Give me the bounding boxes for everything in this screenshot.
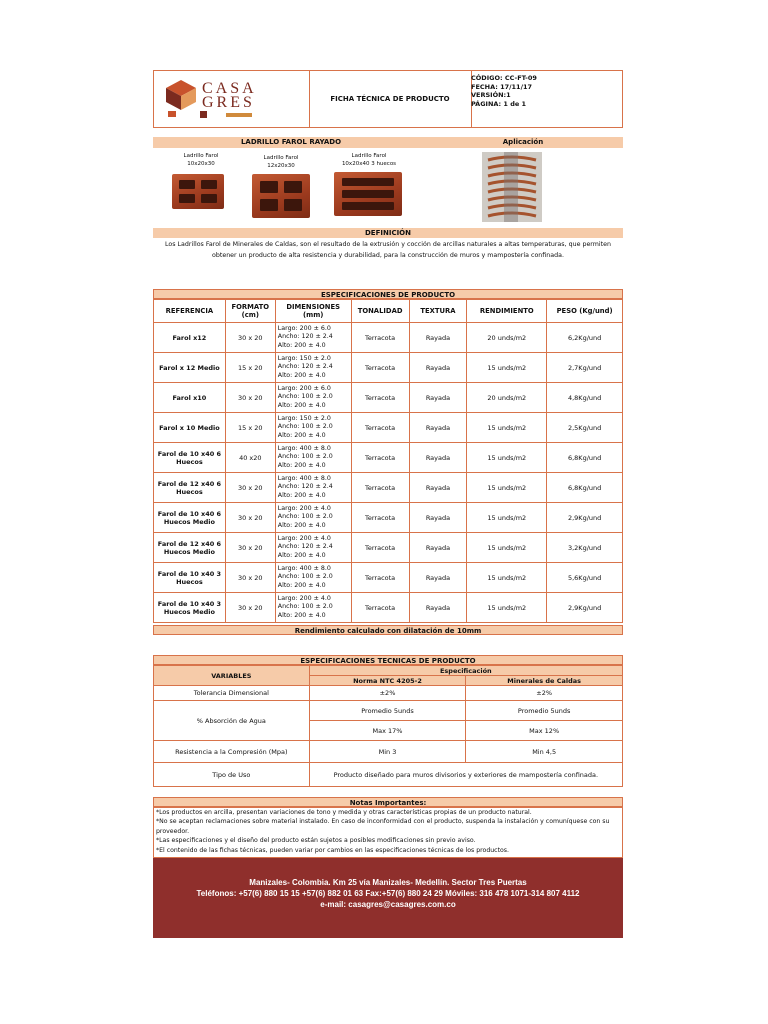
absorcion-label: % Absorción de Agua [154,701,310,741]
doc-page: PÁGINA: 1 de 1 [471,99,527,108]
spec-table-header-row [154,300,623,323]
row-rendimiento: 15 unds/m2 [467,563,547,593]
table-row [154,353,623,383]
table-row [154,383,623,413]
table-row [154,323,623,353]
dimension-line: Ancho: 120 ± 2.4 [277,483,333,491]
row-peso: 4,8Kg/und [547,383,623,413]
dimension-line: Ancho: 100 ± 2.0 [277,603,333,611]
cert-mark-icon [200,111,207,118]
uso-label: Tipo de Uso [154,763,310,787]
row-formato: 40 x20 [225,443,275,473]
dimension-line: Alto: 200 ± 4.0 [277,521,326,529]
casagres-logo-icon [164,78,198,112]
table-row [154,443,623,473]
row-tonalidad: Terracota [351,503,409,533]
footer-phones: Teléfonos: +57(6) 880 15 15 +57(6) 882 01 63 Fax:+57(6) 880 24 29 Móviles: 316 478 1071-314 807 4112 [196,889,580,898]
row-dimensiones [275,323,351,353]
row-referencia: Farol de 10 x40 3 Huecos [154,563,226,593]
row-dimensiones [275,473,351,503]
row-tonalidad: Terracota [351,533,409,563]
dimension-line: Largo: 400 ± 8.0 [277,444,331,452]
row-textura: Rayada [409,413,467,443]
col-rendimiento: RENDIMIENTO [467,300,547,323]
row-formato: 30 x 20 [225,323,275,353]
dimension-line: Ancho: 100 ± 2.0 [277,513,333,521]
tolerancia-norma: ±2% [309,686,466,701]
col-textura: TEXTURA [409,300,467,323]
dimension-line: Ancho: 120 ± 2.4 [277,363,333,371]
brick-image-2 [252,174,310,218]
absorcion-norma-a: Promedio 5unds [309,701,466,721]
row-dimensiones [275,383,351,413]
row-formato: 30 x 20 [225,593,275,623]
row-peso: 6,2Kg/und [547,323,623,353]
tolerancia-mc: ±2% [466,686,623,701]
application-photo [482,152,542,222]
dimension-line: Ancho: 100 ± 2.0 [277,453,333,461]
row-tonalidad: Terracota [351,383,409,413]
dimension-line: Largo: 200 ± 4.0 [277,504,331,512]
row-peso: 6,8Kg/und [547,443,623,473]
row-referencia: Farol de 10 x40 3 Huecos Medio [154,593,226,623]
note-item: *Las especificaciones y el diseño del producto están sujetos a posibles modificaciones sin previo aviso. [156,837,476,845]
notes-title: Notas Importantes: [153,797,623,807]
product-title: LADRILLO FAROL RAYADO [240,138,342,146]
tech-variables-header: VARIABLES [154,666,310,686]
dimension-line: Largo: 400 ± 8.0 [277,564,331,572]
row-peso: 2,9Kg/und [547,593,623,623]
col-tonalidad: TONALIDAD [351,300,409,323]
absorcion-mc-a: Promedio 5unds [466,701,623,721]
application-title: Aplicación [502,138,544,146]
row-referencia: Farol de 12 x40 6 Huecos [154,473,226,503]
row-peso: 2,9Kg/und [547,503,623,533]
row-dimensiones [275,593,351,623]
row-tonalidad: Terracota [351,323,409,353]
row-textura: Rayada [409,563,467,593]
row-rendimiento: 15 unds/m2 [467,503,547,533]
row-peso: 2,7Kg/und [547,353,623,383]
row-textura: Rayada [409,323,467,353]
notes-box [153,807,623,858]
row-rendimiento: 20 unds/m2 [467,323,547,353]
row-formato: 30 x 20 [225,383,275,413]
row-textura: Rayada [409,503,467,533]
row-textura: Rayada [409,353,467,383]
dimension-line: Alto: 200 ± 4.0 [277,371,326,379]
brick-caption-3: Ladrillo Farol 10x20x40 3 huecos [341,153,397,167]
row-peso: 5,6Kg/und [547,563,623,593]
row-formato: 30 x 20 [225,533,275,563]
table-row [154,563,623,593]
dimension-line: Largo: 200 ± 6.0 [277,324,331,332]
cert-mark-icon [168,111,176,117]
table-row [154,686,623,701]
table-row [154,413,623,443]
row-referencia: Farol de 10 x40 6 Huecos Medio [154,503,226,533]
spec-footnote: Rendimiento calculado con dilatación de 10mm [153,625,623,635]
note-item: *Los productos en arcilla, presentan variaciones de tono y medida y otras características propias de un producto natural. [156,809,532,816]
brand-name-line1: CASA [202,80,257,97]
row-peso: 3,2Kg/und [547,533,623,563]
row-textura: Rayada [409,383,467,413]
col-referencia: REFERENCIA [154,300,226,323]
row-rendimiento: 15 unds/m2 [467,593,547,623]
dimension-line: Alto: 200 ± 4.0 [277,431,326,439]
row-tonalidad: Terracota [351,563,409,593]
tech-table-title: ESPECIFICACIONES TECNICAS DE PRODUCTO [153,655,623,665]
row-dimensiones [275,563,351,593]
dimension-line: Largo: 400 ± 8.0 [277,474,331,482]
table-row [154,763,623,787]
footer-address: Manizales- Colombia. Km 25 vía Manizales- Medellín. Sector Tres Puertas [249,878,527,887]
uso-value: Producto diseñado para muros divisorios y exteriores de mampostería confinada. [309,763,622,787]
row-tonalidad: Terracota [351,353,409,383]
tech-especificacion-header: Especificación [309,666,622,676]
row-formato: 15 x 20 [225,353,275,383]
row-textura: Rayada [409,593,467,623]
table-row [154,593,623,623]
col-peso: PESO (Kg/und) [547,300,623,323]
dimension-line: Ancho: 100 ± 2.0 [277,393,333,401]
row-formato: 30 x 20 [225,563,275,593]
dimension-line: Alto: 200 ± 4.0 [277,551,326,559]
dimension-line: Largo: 150 ± 2.0 [277,354,331,362]
note-item: *No se aceptan reclamaciones sobre material instalado. En caso de inconformidad con el producto, suspenda la instalación y comuníquese con su proveedor. [156,818,610,835]
brand-name-line2: GRES [202,94,255,111]
row-dimensiones [275,413,351,443]
brick-image-3 [334,172,402,216]
table-row [154,741,623,763]
row-tonalidad: Terracota [351,473,409,503]
row-formato: 15 x 20 [225,413,275,443]
dimension-line: Alto: 200 ± 4.0 [277,581,326,589]
absorcion-norma-b: Max 17% [309,721,466,741]
row-referencia: Farol x 10 Medio [154,413,226,443]
row-tonalidad: Terracota [351,443,409,473]
footer [153,858,623,938]
brick-caption-1: Ladrillo Farol 10x20x30 [183,153,219,167]
product-band [153,137,623,148]
row-dimensiones [275,353,351,383]
row-rendimiento: 15 unds/m2 [467,443,547,473]
document-title: FICHA TÉCNICA DE PRODUCTO [309,71,472,127]
definition-text: Los Ladrillos Farol de Minerales de Caldas, son el resultado de la extrusión y cocción de arcillas naturales a altas temperaturas, que permiten obtener un producto de alta resistencia y durabilidad, para la construcción de muros y mampostería confinada. [164,241,612,259]
row-textura: Rayada [409,533,467,563]
spec-table [153,299,623,623]
brick-image-1 [172,174,224,209]
resistencia-mc: Min 4,5 [466,741,623,763]
table-row [154,533,623,563]
row-dimensiones [275,503,351,533]
row-textura: Rayada [409,473,467,503]
row-referencia: Farol de 12 x40 6 Huecos Medio [154,533,226,563]
dimension-line: Ancho: 100 ± 2.0 [277,423,333,431]
row-dimensiones [275,533,351,563]
dimension-line: Ancho: 100 ± 2.0 [277,573,333,581]
note-item: *El contenido de las fichas técnicas, pueden variar por cambios en las especificaciones técnicas de los productos. [156,846,509,854]
row-tonalidad: Terracota [351,413,409,443]
row-referencia: Farol x 12 Medio [154,353,226,383]
definition-title: DEFINICIÓN [153,228,623,238]
dimension-line: Alto: 200 ± 4.0 [277,461,326,469]
absorcion-mc-b: Max 12% [466,721,623,741]
document-meta [471,74,621,108]
logo-area [154,71,310,127]
table-row [154,503,623,533]
row-peso: 2,5Kg/und [547,413,623,443]
dimension-line: Alto: 200 ± 4.0 [277,491,326,499]
table-row [154,701,623,721]
dimension-line: Alto: 200 ± 4.0 [277,611,326,619]
dimension-line: Alto: 200 ± 4.0 [277,341,326,349]
row-dimensiones [275,443,351,473]
row-rendimiento: 20 unds/m2 [467,383,547,413]
resistencia-label: Resistencia a la Compresión (Mpa) [154,741,310,763]
doc-version: VERSIÓN:1 [471,91,511,99]
col-formato: FORMATO (cm) [225,300,275,323]
table-row [154,473,623,503]
row-formato: 30 x 20 [225,473,275,503]
row-formato: 30 x 20 [225,503,275,533]
col-dimensiones: DIMENSIONES (mm) [275,300,351,323]
row-referencia: Farol x10 [154,383,226,413]
partner-logo-icon [226,113,252,117]
row-rendimiento: 15 unds/m2 [467,413,547,443]
tech-mc-header: Minerales de Caldas [466,676,623,686]
building-photo-icon [482,152,542,222]
tech-table [153,665,623,787]
doc-date: FECHA: 17/11/17 [471,82,532,91]
dimension-line: Largo: 150 ± 2.0 [277,414,331,422]
row-rendimiento: 15 unds/m2 [467,533,547,563]
doc-code: CÓDIGO: CC-FT-09 [471,74,537,82]
dimension-line: Ancho: 120 ± 2.4 [277,543,333,551]
spec-table-title: ESPECIFICACIONES DE PRODUCTO [153,289,623,299]
dimension-line: Largo: 200 ± 6.0 [277,384,331,392]
row-referencia: Farol de 10 x40 6 Huecos [154,443,226,473]
resistencia-norma: Min 3 [309,741,466,763]
tolerancia-label: Tolerancia Dimensional [154,686,310,701]
row-textura: Rayada [409,443,467,473]
row-rendimiento: 15 unds/m2 [467,353,547,383]
row-tonalidad: Terracota [351,593,409,623]
dimension-line: Largo: 200 ± 4.0 [277,594,331,602]
row-referencia: Farol x12 [154,323,226,353]
footer-email: e-mail: casagres@casagres.com.co [320,900,456,909]
row-peso: 6,8Kg/und [547,473,623,503]
dimension-line: Largo: 200 ± 4.0 [277,534,331,542]
tech-norma-header: Norma NTC 4205-2 [309,676,466,686]
document-header [153,70,623,128]
brick-caption-2: Ladrillo Farol 12x20x30 [263,155,299,169]
row-rendimiento: 15 unds/m2 [467,473,547,503]
dimension-line: Ancho: 120 ± 2.4 [277,333,333,341]
dimension-line: Alto: 200 ± 4.0 [277,401,326,409]
